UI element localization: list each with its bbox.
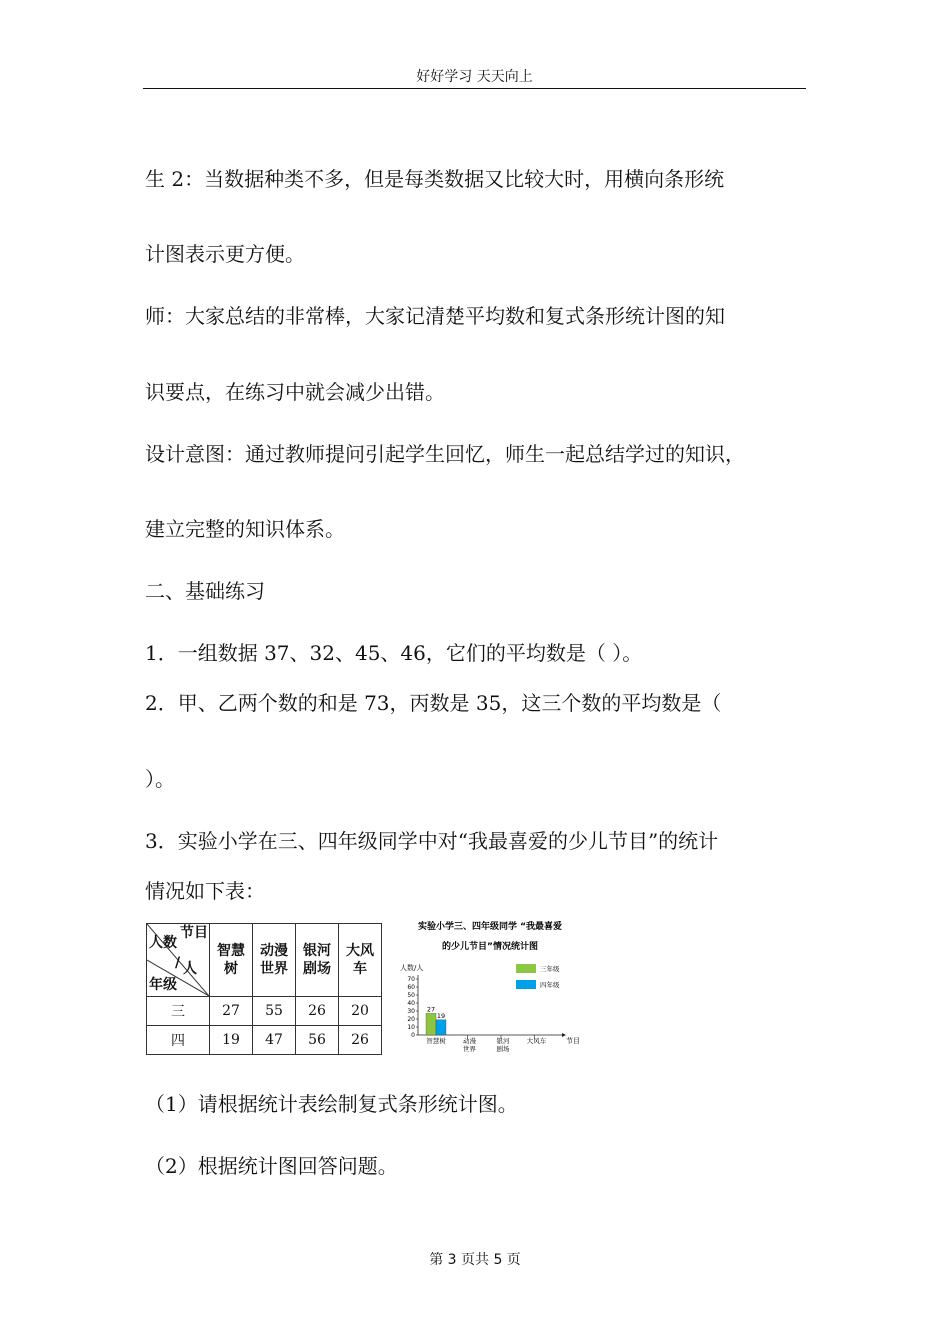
sub-question-1: （1）请根据统计表绘制复式条形统计图。	[145, 1092, 518, 1116]
column-header: 智慧 树	[210, 924, 253, 997]
table-cell: 47	[253, 1026, 296, 1055]
body-line: 建立完整的知识体系。	[145, 517, 345, 541]
chart-x-tick-label: 世界	[463, 1045, 476, 1053]
row-label: 三	[147, 997, 210, 1026]
chart-x-tick-label: 银河	[496, 1037, 510, 1045]
chart-legend-label: 三年级	[540, 965, 560, 973]
table-cell: 55	[253, 997, 296, 1026]
body-line: 设计意图：通过教师提问引起学生回忆，师生一起总结学过的知识，	[145, 442, 745, 466]
table-cell: 27	[210, 997, 253, 1026]
chart-y-label: 人数/人	[400, 964, 424, 972]
table-cell: 19	[210, 1026, 253, 1055]
chart-legend-swatch	[516, 964, 536, 973]
body-line: 识要点，在练习中就会减少出错。	[145, 380, 445, 404]
table-row	[147, 997, 382, 1026]
corner-slash: /	[175, 955, 181, 971]
table-cell: 20	[339, 997, 382, 1026]
corner-unit-label: 人	[183, 961, 197, 977]
chart-y-tick-label: 0	[411, 1032, 415, 1039]
chart-x-tick-label: 智慧树	[426, 1037, 446, 1045]
table-corner-cell	[147, 924, 210, 997]
question-1: 1．一组数据 37、32、45、46，它们的平均数是（ ）。	[145, 641, 643, 665]
chart-y-tick-label: 10	[407, 1024, 415, 1031]
chart-bar	[436, 1020, 446, 1035]
table-cell: 26	[296, 997, 339, 1026]
table-cell: 56	[296, 1026, 339, 1055]
chart-y-tick-label: 50	[407, 992, 415, 999]
corner-top-label: 节目	[180, 925, 208, 941]
question-2-cont: ）。	[145, 767, 175, 791]
stat-table	[146, 923, 382, 1055]
chart-legend-label: 四年级	[540, 981, 560, 989]
column-header: 大风 车	[339, 924, 382, 997]
body-line: 计图表示更方便。	[145, 242, 305, 266]
row-label: 四	[147, 1026, 210, 1055]
bar-chart	[390, 915, 590, 1060]
chart-data-label: 27	[426, 1005, 436, 1014]
page-header: 好好学习 天天向上	[416, 69, 533, 85]
chart-y-tick-label: 60	[407, 984, 415, 991]
page-footer: 第 3 页共 5 页	[429, 1252, 521, 1268]
section-heading: 二、基础练习	[145, 579, 265, 603]
corner-bottom-label: 年级	[149, 977, 177, 993]
table-cell: 26	[339, 1026, 382, 1055]
column-header: 动漫 世界	[253, 924, 296, 997]
chart-x-label: 节目	[566, 1037, 580, 1045]
table-row	[147, 1026, 382, 1055]
corner-middle-label: 人数	[149, 935, 177, 951]
chart-bar	[426, 1013, 436, 1035]
chart-data-label: 19	[436, 1011, 446, 1020]
chart-x-tick-label: 动漫	[463, 1037, 476, 1045]
header-rule	[143, 88, 806, 89]
chart-y-tick-label: 30	[407, 1008, 415, 1015]
column-header: 银河 剧场	[296, 924, 339, 997]
chart-x-tick-label: 大风车	[526, 1037, 547, 1045]
chart-title-line-2: 的少儿节目”情况统计图	[442, 942, 538, 952]
question-3: 3．实验小学在三、四年级同学中对“我最喜爱的少儿节目”的统计	[145, 829, 719, 853]
chart-y-tick-label: 20	[407, 1016, 415, 1023]
chart-y-tick-label: 40	[407, 1000, 415, 1007]
body-line: 师：大家总结的非常棒，大家记清楚平均数和复式条形统计图的知	[145, 304, 725, 328]
chart-title-line-1: 实验小学三、四年级同学 “我最喜爱	[417, 922, 563, 932]
question-2: 2．甲、乙两个数的和是 73，丙数是 35，这三个数的平均数是（	[145, 691, 722, 715]
body-line: 生 2：当数据种类不多，但是每类数据又比较大时，用横向条形统	[145, 167, 725, 191]
chart-x-tick-label: 剧场	[496, 1045, 510, 1053]
question-3-cont: 情况如下表：	[145, 879, 265, 903]
chart-y-tick-label: 70	[407, 976, 415, 983]
chart-legend-swatch	[516, 980, 536, 989]
sub-question-2: （2）根据统计图回答问题。	[145, 1154, 398, 1178]
